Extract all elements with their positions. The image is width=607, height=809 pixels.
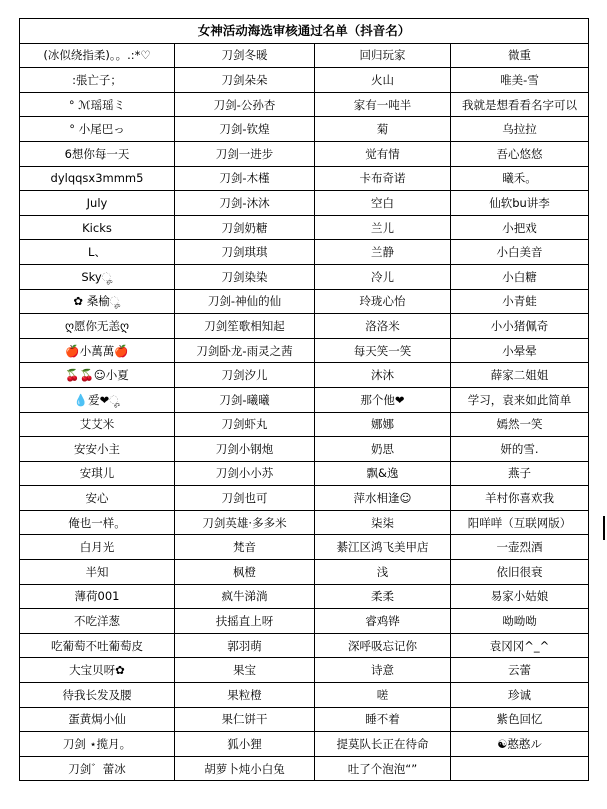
table-cell: 火山: [315, 68, 451, 93]
table-cell: 刀剑英雄·多多米: [175, 510, 315, 535]
table-cell: 卡布奇诺: [315, 166, 451, 191]
table-body: [20, 43, 589, 781]
table-row: [20, 461, 589, 486]
table-title: 女神活动海选审核通过名单（抖音名）: [20, 19, 589, 44]
table-cell: 刀剑朵朵: [175, 68, 315, 93]
table-cell: 不吃洋葱: [20, 609, 175, 634]
table-cell: 刀剑染染: [175, 264, 315, 289]
approved-names-table: [19, 18, 589, 781]
table-cell: 兰静: [315, 240, 451, 265]
table-cell: ღ愿你无恙ღ: [20, 314, 175, 339]
table-cell: 洛洛米: [315, 314, 451, 339]
table-cell: 睿鸡铧: [315, 609, 451, 634]
table-cell: :張亡子；: [20, 68, 175, 93]
table-row: [20, 535, 589, 560]
table-cell: 安心: [20, 486, 175, 511]
table-cell: 刀剑冬暖: [175, 43, 315, 68]
table-cell: 艾艾米: [20, 412, 175, 437]
table-row: [20, 215, 589, 240]
table-cell: 袁冈冈^_^: [451, 633, 589, 658]
table-cell: 我就是想看看名字可以: [451, 92, 589, 117]
table-cell: Kicks: [20, 215, 175, 240]
table-cell: 依旧很衰: [451, 560, 589, 585]
table-cell: ° ℳ瑶瑶ミ: [20, 92, 175, 117]
table-cell: 刀剑-钦煌: [175, 117, 315, 142]
table-row: [20, 338, 589, 363]
table-cell: 狐小狸: [175, 732, 315, 757]
table-row: [20, 92, 589, 117]
table-cell: 吾心悠悠: [451, 141, 589, 166]
table-cell: 白月光: [20, 535, 175, 560]
table-cell: 蛋黄焗小仙: [20, 707, 175, 732]
table-cell: 菊: [315, 117, 451, 142]
edge-marker: [603, 516, 605, 540]
table-cell: 柔柔: [315, 584, 451, 609]
table-cell: 易家小姑娘: [451, 584, 589, 609]
table-row: [20, 68, 589, 93]
table-cell: 玲珑心怡: [315, 289, 451, 314]
table-cell: 飘&逸: [315, 461, 451, 486]
table-cell: Skyೄ: [20, 264, 175, 289]
table-title-row: [20, 19, 589, 44]
table-cell: 薄荷001: [20, 584, 175, 609]
table-cell: 乌拉拉: [451, 117, 589, 142]
table-row: [20, 510, 589, 535]
table-cell: 嗟: [315, 683, 451, 708]
table-row: [20, 387, 589, 412]
table-cell: 刀剑-公孙杏: [175, 92, 315, 117]
table-cell: 每天笑一笑: [315, 338, 451, 363]
table-cell: 羊村你喜欢我: [451, 486, 589, 511]
table-row: [20, 43, 589, 68]
table-row: [20, 191, 589, 216]
table-cell: 提莫队长正在待命: [315, 732, 451, 757]
table-cell: 薛家二姐姐: [451, 363, 589, 388]
table-cell: 奶思: [315, 437, 451, 462]
table-cell: 回归玩家: [315, 43, 451, 68]
table-cell: 冷儿: [315, 264, 451, 289]
table-cell: 吐了个泡泡“”: [315, 756, 451, 781]
table-cell: 萍水相逢☺: [315, 486, 451, 511]
table-cell: 学习，袁来如此简单: [451, 387, 589, 412]
table-cell: 仙软bu讲李: [451, 191, 589, 216]
table-cell: 綦江区鸿飞美甲店: [315, 535, 451, 560]
table-cell: 沐沐: [315, 363, 451, 388]
table-row: [20, 117, 589, 142]
table-row: [20, 412, 589, 437]
table-row: [20, 683, 589, 708]
table-cell: 果宝: [175, 658, 315, 683]
table-row: [20, 289, 589, 314]
table-cell: 小小猪佩奇: [451, 314, 589, 339]
table-cell: 小白美音: [451, 240, 589, 265]
table-cell: 娜娜: [315, 412, 451, 437]
table-cell: July: [20, 191, 175, 216]
table-row: [20, 633, 589, 658]
table-cell: 郭羽萌: [175, 633, 315, 658]
table-cell: 吃葡萄不吐葡萄皮: [20, 633, 175, 658]
table-row: [20, 609, 589, 634]
table-cell: 燕子: [451, 461, 589, 486]
table-cell: 果粒橙: [175, 683, 315, 708]
table-cell: 刀剑也可: [175, 486, 315, 511]
table-cell: 微重: [451, 43, 589, 68]
table-cell: (冰似绕指柔)。。.:*♡: [20, 43, 175, 68]
table-cell: 浅: [315, 560, 451, 585]
table-cell: 💧爱❤ೄ: [20, 387, 175, 412]
table-cell: 刀剑琪琪: [175, 240, 315, 265]
table-cell: 刀剑-曦曦: [175, 387, 315, 412]
table-cell: 6想你每一天: [20, 141, 175, 166]
table-cell: [451, 756, 589, 781]
table-row: [20, 560, 589, 585]
table-cell: 珍诚: [451, 683, 589, 708]
table-cell: dylqqsx3mmm5: [20, 166, 175, 191]
table-cell: ° 小尾巴っ: [20, 117, 175, 142]
table-cell: 唯美-雪: [451, 68, 589, 93]
table-row: [20, 756, 589, 781]
table-cell: 小把戏: [451, 215, 589, 240]
table-row: [20, 166, 589, 191]
table-cell: 柒柒: [315, 510, 451, 535]
table-cell: 那个他❤: [315, 387, 451, 412]
table-cell: 空白: [315, 191, 451, 216]
table-cell: 嫣然一笑: [451, 412, 589, 437]
table-cell: 曦禾。: [451, 166, 589, 191]
table-cell: 俺也一样。: [20, 510, 175, 535]
table-cell: 紫色回忆: [451, 707, 589, 732]
table-cell: 待我长发及腰: [20, 683, 175, 708]
table-cell: 觉有情: [315, 141, 451, 166]
table-row: [20, 584, 589, 609]
table-row: [20, 314, 589, 339]
table-row: [20, 437, 589, 462]
table-cell: 扶摇直上呀: [175, 609, 315, 634]
table-cell: 小晕晕: [451, 338, 589, 363]
table-cell: 大宝贝呀✿: [20, 658, 175, 683]
table-row: [20, 732, 589, 757]
table-cell: 兰儿: [315, 215, 451, 240]
table-cell: 梵音: [175, 535, 315, 560]
table-cell: 刀剑笙歌相知起: [175, 314, 315, 339]
table-row: [20, 707, 589, 732]
table-row: [20, 240, 589, 265]
table-cell: 刀剑奶糖: [175, 215, 315, 240]
table-cell: 刀剑-沐沐: [175, 191, 315, 216]
table-cell: 刀剑虾丸: [175, 412, 315, 437]
table-cell: 诗意: [315, 658, 451, 683]
table-cell: 刀剑小钢炮: [175, 437, 315, 462]
table-cell: ☯憨憨ル: [451, 732, 589, 757]
table-cell: 刀剑-神仙的仙: [175, 289, 315, 314]
table-cell: 安琪儿: [20, 461, 175, 486]
table-cell: 刀剑゛蕾冰: [20, 756, 175, 781]
table-row: [20, 264, 589, 289]
table-cell: 枫橙: [175, 560, 315, 585]
table-cell: 呦呦呦: [451, 609, 589, 634]
table-row: [20, 141, 589, 166]
table-cell: 刀剑卧龙-雨灵之茜: [175, 338, 315, 363]
table-cell: 🍒🍒☺小夏: [20, 363, 175, 388]
table-row: [20, 486, 589, 511]
table-cell: 安安小主: [20, 437, 175, 462]
table-cell: 半知: [20, 560, 175, 585]
table-cell: 睡不着: [315, 707, 451, 732]
table-cell: L、: [20, 240, 175, 265]
table-cell: 小白糖: [451, 264, 589, 289]
table-cell: 小青蛙: [451, 289, 589, 314]
table-cell: 刀剑一进步: [175, 141, 315, 166]
table-cell: 刀剑小小苏: [175, 461, 315, 486]
table-row: [20, 363, 589, 388]
table-row: [20, 658, 589, 683]
table-cell: 胡萝卜炖小白兔: [175, 756, 315, 781]
table-cell: 果仁饼干: [175, 707, 315, 732]
table-cell: 刀剑汐儿: [175, 363, 315, 388]
table-cell: 疯牛涕淌: [175, 584, 315, 609]
table-cell: ✿ 桑榆ೄ: [20, 289, 175, 314]
table-cell: 刀剑-木槿: [175, 166, 315, 191]
table-cell: 深呼吸忘记你: [315, 633, 451, 658]
table-cell: 妍的雪.: [451, 437, 589, 462]
table-cell: 阳咩咩（互联网版）: [451, 510, 589, 535]
table-cell: 家有一吨半: [315, 92, 451, 117]
table-cell: 云蕾: [451, 658, 589, 683]
table-cell: 🍎小萬萬🍎: [20, 338, 175, 363]
table-cell: 一壶烈酒: [451, 535, 589, 560]
table-cell: 刀剑 ⋆揽月。: [20, 732, 175, 757]
